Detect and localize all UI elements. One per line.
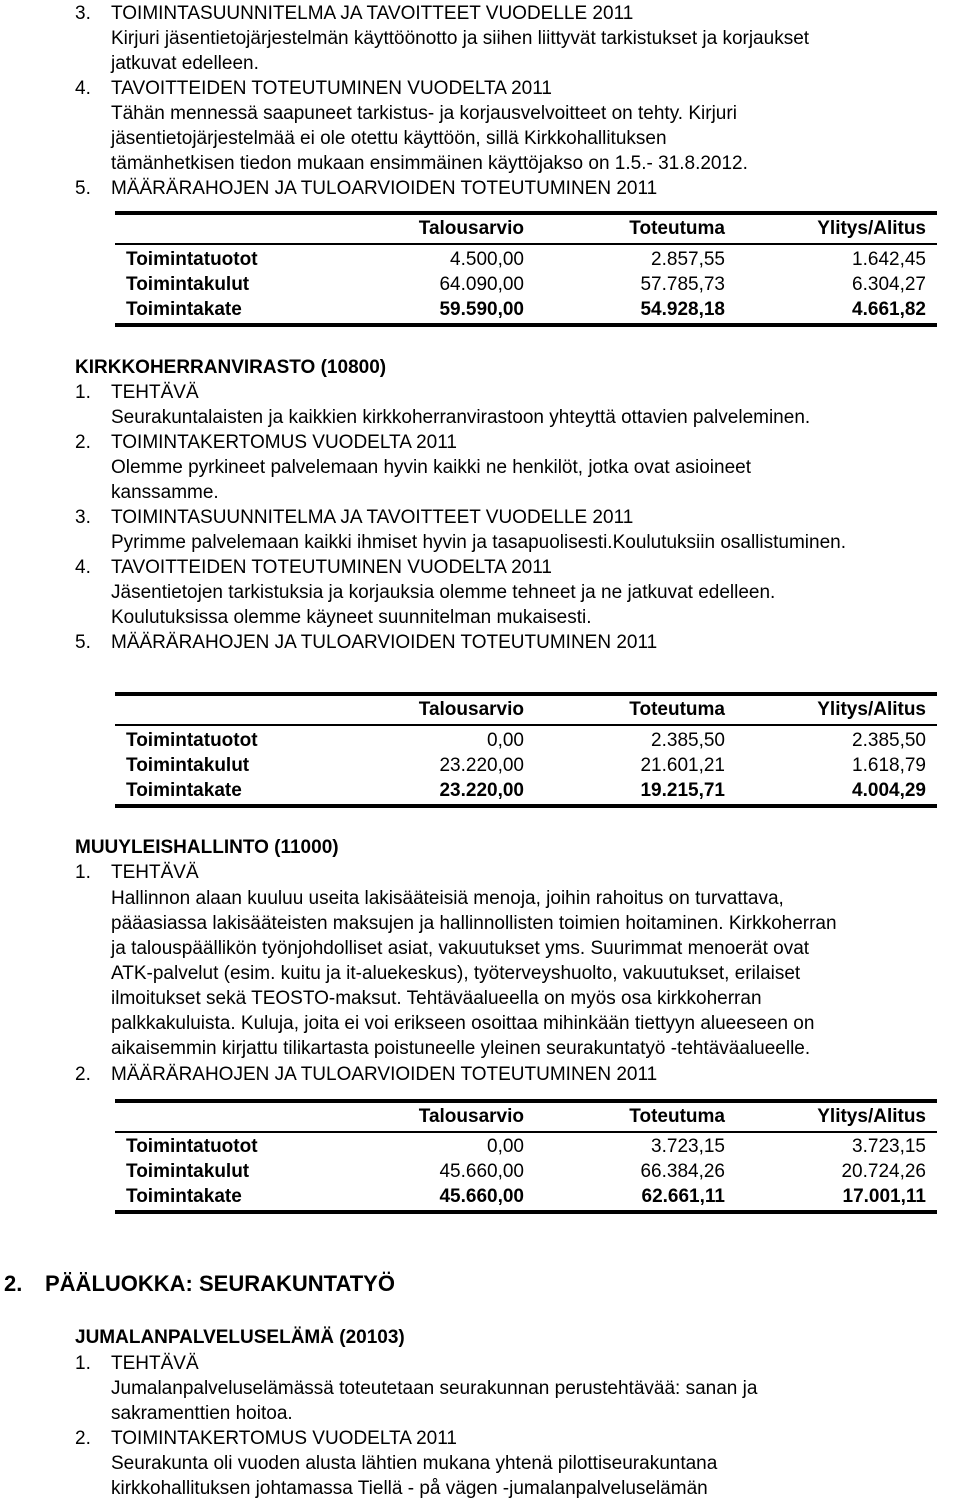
table-header-rule [115,724,937,726]
column-header: Talousarvio [418,218,524,239]
heading-item-3: 3. TOIMINTASUUNNITELMA JA TAVOITTEET VUODELLE 2011 [75,3,634,24]
table-cell: 66.384,26 [640,1161,725,1182]
row-label: Toimintakulut [126,755,250,776]
section-title: JUMALANPALVELUSELÄMÄ (20103) [75,1327,405,1348]
heading-item-2: 2. TOIMINTAKERTOMUS VUODELTA 2011 [75,432,457,453]
paragraph-line: ja talouspäällikön työnjohdolliset asiat, vakuutukset yms. Suurimmat menoerät ovat [111,938,810,959]
column-header: Ylitys/Alitus [817,1106,926,1127]
paragraph-line: kirkkohallituksen johtamassa Tiellä - på vägen -jumalanpalveluselämän [111,1478,708,1499]
table-cell: 4.004,29 [852,780,926,801]
row-label: Toimintakate [126,780,242,801]
table-cell: 3.723,15 [651,1136,725,1157]
column-header: Talousarvio [418,699,524,720]
row-label: Toimintatuotot [126,1136,258,1157]
heading-item-2: 2. MÄÄRÄRAHOJEN JA TULOARVIOIDEN TOTEUTUMINEN 2011 [75,1064,658,1085]
paragraph-line: Hallinnon alaan kuuluu useita lakisääteisiä menoja, joihin rahoitus on turvattava, [111,888,784,909]
heading-item-1: 1. TEHTÄVÄ [75,382,199,403]
main-class-title: 2. PÄÄLUOKKA: SEURAKUNTATYÖ [4,1271,395,1296]
table-cell: 19.215,71 [640,780,725,801]
paragraph-line: tämänhetkisen tiedon mukaan ensimmäinen käyttöjakso on 1.5.- 31.8.2012. [111,153,748,174]
paragraph-line: jäsentietojärjestelmää ei ole otettu käyttöön, sillä Kirkkohallituksen [111,128,667,149]
column-header: Toteutuma [629,699,725,720]
heading-item-4: 4. TAVOITTEIDEN TOTEUTUMINEN VUODELTA 2011 [75,78,552,99]
heading-item-5: 5. MÄÄRÄRAHOJEN JA TULOARVIOIDEN TOTEUTUMINEN 2011 [75,632,658,653]
table-cell: 0,00 [487,730,524,751]
row-label: Toimintakate [126,299,242,320]
row-label: Toimintakate [126,1186,242,1207]
heading-item-3: 3. TOIMINTASUUNNITELMA JA TAVOITTEET VUODELLE 2011 [75,507,634,528]
table-cell: 23.220,00 [439,755,524,776]
section-title: MUUYLEISHALLINTO (11000) [75,837,339,858]
table-bottom-rule [115,1210,937,1214]
table-cell: 1.642,45 [852,249,926,270]
table-cell: 4.661,82 [852,299,926,320]
paragraph-line: kanssamme. [111,482,219,503]
paragraph-line: Jumalanpalveluselämässä toteutetaan seurakunnan perustehtävää: sanan ja [111,1378,758,1399]
column-header: Ylitys/Alitus [817,218,926,239]
heading-item-2: 2. TOIMINTAKERTOMUS VUODELTA 2011 [75,1428,457,1449]
column-header: Toteutuma [629,1106,725,1127]
table-cell: 23.220,00 [439,780,524,801]
column-header: Toteutuma [629,218,725,239]
paragraph-line: Seurakunta oli vuoden alusta lähtien mukana yhtenä pilottiseurakuntana [111,1453,718,1474]
row-label: Toimintatuotot [126,249,258,270]
column-header: Ylitys/Alitus [817,699,926,720]
table-cell: 62.661,11 [641,1186,725,1207]
row-label: Toimintatuotot [126,730,258,751]
table-bottom-rule [115,323,937,327]
paragraph-line: pääasiassa lakisääteisten maksujen ja hallinnollisten toimien hoitaminen. Kirkkoherran [111,913,837,934]
table-cell: 2.385,50 [651,730,725,751]
heading-item-4: 4. TAVOITTEIDEN TOTEUTUMINEN VUODELTA 2011 [75,557,552,578]
table-cell: 20.724,26 [841,1161,926,1182]
table-cell: 64.090,00 [439,274,524,295]
table-header-rule [115,243,937,245]
table-cell: 3.723,15 [852,1136,926,1157]
heading-item-5: 5. MÄÄRÄRAHOJEN JA TULOARVIOIDEN TOTEUTUMINEN 2011 [75,178,658,199]
paragraph-line: Kirjuri jäsentietojärjestelmän käyttöönotto ja siihen liittyvät tarkistukset ja korjaukset [111,28,810,49]
paragraph-line: aikaisemmin kirjattu tilikartasta poistuneelle yleinen seurakuntatyö -tehtäväalueelle. [111,1038,811,1059]
paragraph-line: jatkuvat edelleen. [111,53,259,74]
column-header: Talousarvio [418,1106,524,1127]
paragraph-line: ilmoitukset sekä TEOSTO-maksut. Tehtäväalueella on myös osa kirkkoherran [111,988,762,1009]
table-top-rule [115,692,937,696]
table-cell: 57.785,73 [640,274,725,295]
paragraph-line: ATK-palvelut (esim. kuitu ja it-aluekeskus), työterveyshuolto, vakuutukset, erilaiset [111,963,801,984]
table-cell: 1.618,79 [852,755,926,776]
table-cell: 54.928,18 [640,299,725,320]
heading-item-1: 1. TEHTÄVÄ [75,1353,199,1374]
paragraph-line: Pyrimme palvelemaan kaikki ihmiset hyvin ja tasapuolisesti.Koulutuksiin osallistuminen. [111,532,846,553]
table-cell: 45.660,00 [439,1186,524,1207]
table-cell: 0,00 [487,1136,524,1157]
paragraph-line: Tähän mennessä saapuneet tarkistus- ja korjausvelvoitteet on tehty. Kirjuri [111,103,737,124]
table-cell: 17.001,11 [842,1186,926,1207]
table-cell: 2.857,55 [651,249,725,270]
row-label: Toimintakulut [126,274,250,295]
table-cell: 4.500,00 [450,249,524,270]
table-top-rule [115,211,937,215]
section-title: KIRKKOHERRANVIRASTO (10800) [75,357,387,378]
paragraph-line: palkkakuluista. Kuluja, joita ei voi erikseen osoittaa mihinkään tiettyyn alueeseen on [111,1013,815,1034]
table-cell: 59.590,00 [439,299,524,320]
paragraph-line: Jäsentietojen tarkistuksia ja korjauksia olemme tehneet ja ne jatkuvat edelleen. [111,582,776,603]
table-header-rule [115,1131,937,1133]
heading-item-1: 1. TEHTÄVÄ [75,862,199,883]
table-cell: 45.660,00 [439,1161,524,1182]
row-label: Toimintakulut [126,1161,250,1182]
table-cell: 6.304,27 [852,274,926,295]
table-bottom-rule [115,804,937,808]
paragraph-line: sakramenttien hoitoa. [111,1403,293,1424]
table-cell: 2.385,50 [852,730,926,751]
paragraph-line: Olemme pyrkineet palvelemaan hyvin kaikki ne henkilöt, jotka ovat asioineet [111,457,751,478]
paragraph-line: Koulutuksissa olemme käyneet suunnitelman mukaisesti. [111,607,592,628]
table-cell: 21.601,21 [640,755,725,776]
paragraph-line: Seurakuntalaisten ja kaikkien kirkkoherranvirastoon yhteyttä ottavien palveleminen. [111,407,811,428]
table-top-rule [115,1099,937,1103]
